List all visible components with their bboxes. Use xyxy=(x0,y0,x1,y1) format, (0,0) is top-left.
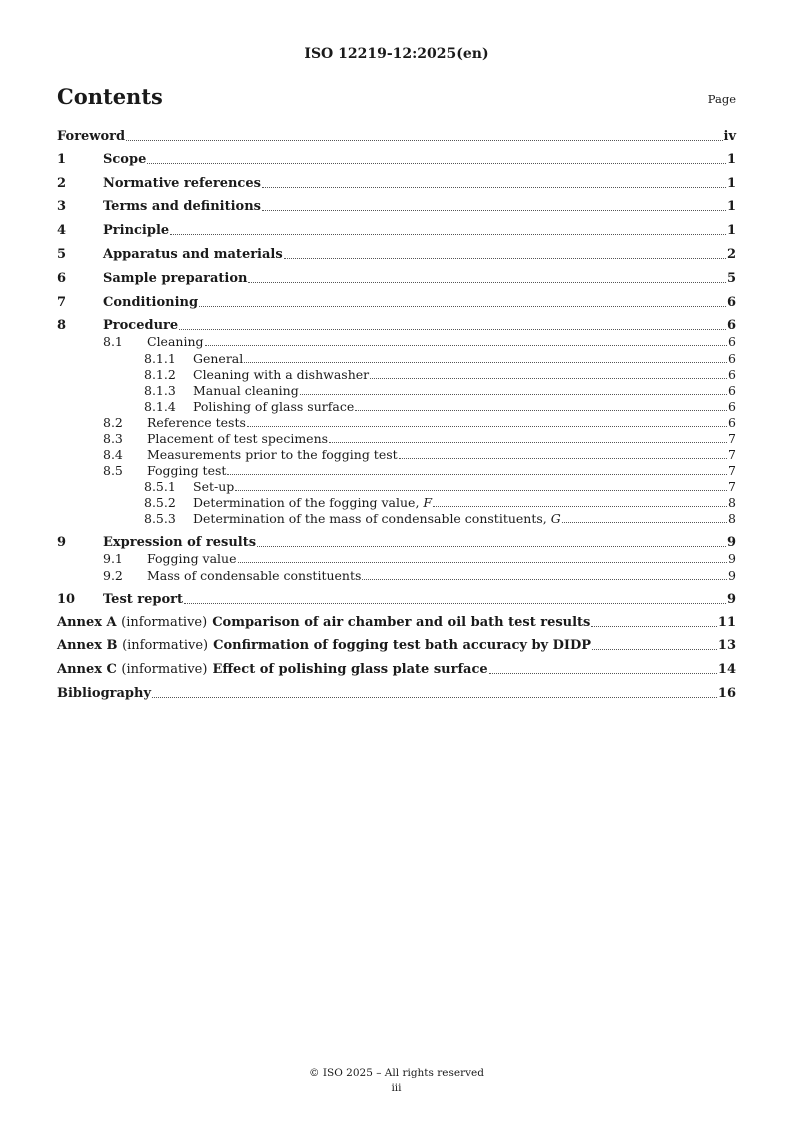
toc-entry-title xyxy=(193,384,299,398)
dot-leader xyxy=(184,602,726,604)
toc-entry[interactable] xyxy=(57,224,736,238)
toc-entry[interactable] xyxy=(57,153,736,167)
toc-entry-title-text: Principle xyxy=(103,223,170,238)
dot-leader xyxy=(152,696,717,698)
toc-entry-number xyxy=(57,639,208,653)
toc-entry-page: 8 xyxy=(728,511,736,526)
toc-entry-title xyxy=(103,177,261,191)
toc-entry-title-text: Fogging test xyxy=(147,463,227,478)
toc-entry[interactable] xyxy=(57,448,736,462)
toc-entry-title xyxy=(147,569,361,583)
toc-entry[interactable] xyxy=(57,384,736,398)
toc-entry-title xyxy=(147,464,226,478)
toc-entry-number: 8.1.4 xyxy=(144,399,176,414)
toc-entry-number: 3 xyxy=(57,199,67,214)
page-number: iii xyxy=(391,1082,402,1094)
toc-annex-entry[interactable] xyxy=(57,663,736,677)
toc-entry-title xyxy=(147,335,204,349)
toc-entry-title-text: Test report xyxy=(103,592,184,607)
toc-entry-title xyxy=(103,153,146,167)
toc-entry-number: 8.3 xyxy=(103,431,123,446)
toc-entry-title xyxy=(103,536,256,550)
dot-leader xyxy=(244,361,727,363)
toc-entry-page: 7 xyxy=(728,431,736,446)
toc-entry[interactable] xyxy=(57,569,736,583)
annex-label: Annex C xyxy=(57,662,117,677)
toc-entry[interactable] xyxy=(57,400,736,414)
toc-entry-page: 2 xyxy=(726,247,736,262)
toc-annex-entry[interactable] xyxy=(57,639,736,653)
toc-entry[interactable] xyxy=(57,248,736,262)
toc-entry-title xyxy=(147,552,237,566)
toc-entry-title-text: Conditioning xyxy=(103,295,199,310)
toc-entry-title-text: Mass of condensable constituents xyxy=(147,568,362,583)
toc-entry[interactable] xyxy=(57,593,736,607)
dot-leader xyxy=(329,441,727,443)
toc-entry[interactable] xyxy=(57,335,736,349)
toc-entry-page: 1 xyxy=(726,152,736,167)
toc-entry-title xyxy=(147,416,246,430)
dot-leader xyxy=(126,139,722,141)
toc-annex-entry[interactable] xyxy=(57,616,736,630)
dot-leader xyxy=(235,489,727,491)
toc-entry-number: 8.1 xyxy=(103,334,123,349)
toc-entry-title-text: Expression of results xyxy=(103,535,257,550)
toc-entry-title-text: Cleaning with a dishwasher xyxy=(193,367,370,382)
toc-entry[interactable] xyxy=(57,432,736,446)
dot-leader xyxy=(147,162,726,164)
dot-leader xyxy=(362,578,727,580)
toc-entry-page: 1 xyxy=(726,176,736,191)
toc-entry-page: 9 xyxy=(726,592,736,607)
annex-note: (informative) xyxy=(121,662,208,677)
toc-entry-title xyxy=(193,512,561,526)
toc-entry-title-text: Fogging value xyxy=(147,551,237,566)
toc-entry-page: 6 xyxy=(728,334,736,349)
toc-entry-title xyxy=(193,480,234,494)
dot-leader xyxy=(489,672,717,674)
toc-entry-title xyxy=(193,368,369,382)
toc-entry-page: 1 xyxy=(726,223,736,238)
toc-entry[interactable] xyxy=(57,296,736,310)
toc-entry-title-text: General xyxy=(193,351,244,366)
toc-entry-page: 6 xyxy=(728,399,736,414)
toc-entry-title xyxy=(103,224,169,238)
toc-entry-symbol: F xyxy=(423,495,433,510)
toc-entry-title xyxy=(103,296,198,310)
dot-leader xyxy=(248,281,725,283)
toc-entry-title xyxy=(103,200,261,214)
toc-entry-page: 6 xyxy=(728,351,736,366)
toc-entry[interactable] xyxy=(57,536,736,550)
dot-leader xyxy=(355,409,727,411)
toc-entry-page: 14 xyxy=(717,662,736,677)
annex-label: Annex B xyxy=(57,638,118,653)
toc-entry-title xyxy=(103,248,283,262)
toc-entry-number: 4 xyxy=(57,223,67,238)
toc-entry-page: 9 xyxy=(728,551,736,566)
toc-entry-page: 6 xyxy=(728,383,736,398)
toc-entry-title-text: Measurements prior to the fogging test xyxy=(147,447,398,462)
toc-entry-title xyxy=(193,352,243,366)
dot-leader xyxy=(227,473,727,475)
toc-entry[interactable] xyxy=(57,687,736,701)
toc-entry-title xyxy=(147,432,328,446)
toc-entry[interactable] xyxy=(57,368,736,382)
dot-leader xyxy=(257,545,726,547)
toc-entry-number: 8 xyxy=(57,318,67,333)
toc-entry-title-text: Reference tests xyxy=(147,415,246,430)
toc-entry-number: 8.2 xyxy=(103,415,123,430)
dot-leader xyxy=(592,648,717,650)
dot-leader xyxy=(399,457,727,459)
toc-entry-title xyxy=(147,448,398,462)
toc-entry-title-text: Placement of test specimens xyxy=(147,431,329,446)
dot-leader xyxy=(433,505,727,507)
toc-entry-page: 6 xyxy=(728,415,736,430)
toc-entry-page: 16 xyxy=(717,686,736,701)
page-column-label: Page xyxy=(707,92,736,106)
toc-entry-number: 7 xyxy=(57,295,67,310)
toc-entry-page: 8 xyxy=(728,495,736,510)
dot-leader xyxy=(562,521,727,523)
toc-entry-number: 8.1.3 xyxy=(144,383,176,398)
toc-entry-number: 10 xyxy=(57,592,76,607)
toc-entry-title xyxy=(103,593,183,607)
dot-leader xyxy=(238,561,728,563)
toc-entry-number: 8.1.1 xyxy=(144,351,176,366)
toc-entry-title-text: Apparatus and materials xyxy=(103,247,283,262)
dot-leader xyxy=(247,425,727,427)
dot-leader xyxy=(170,233,726,235)
toc-entry-page: 7 xyxy=(728,479,736,494)
toc-entry-title xyxy=(212,663,487,677)
dot-leader xyxy=(370,377,727,379)
toc-entry[interactable] xyxy=(57,272,736,286)
dot-leader xyxy=(262,209,726,211)
toc-entry[interactable] xyxy=(57,496,736,510)
toc-entry-title-text: Sample preparation xyxy=(103,271,248,286)
toc-entry-title xyxy=(57,130,125,144)
toc-entry-title xyxy=(213,639,591,653)
dot-leader xyxy=(179,328,726,330)
toc-entry-title-text: Set-up xyxy=(193,479,235,494)
toc-entry-page: 6 xyxy=(728,367,736,382)
toc-entry-number: 8.5.1 xyxy=(144,479,176,494)
toc-entry-number xyxy=(57,616,207,630)
document-id: ISO 12219-12:2025(en) xyxy=(304,46,489,62)
toc-entry-page: 13 xyxy=(717,638,736,653)
toc-entry-number: 1 xyxy=(57,152,67,167)
toc-entry-number: 9.1 xyxy=(103,551,123,566)
toc-entry[interactable] xyxy=(57,480,736,494)
toc-entry[interactable] xyxy=(57,130,736,144)
toc-entry-number: 8.5 xyxy=(103,463,123,478)
toc-entry-title xyxy=(57,687,151,701)
toc-entry-number: 8.4 xyxy=(103,447,123,462)
toc-entry[interactable] xyxy=(57,464,736,478)
toc-entry[interactable] xyxy=(57,512,736,526)
toc-entry-title xyxy=(212,616,590,630)
toc-entry-title-text: Procedure xyxy=(103,318,179,333)
toc-entry-number: 2 xyxy=(57,176,67,191)
toc-entry-title-text: Determination of the fogging value, xyxy=(193,495,424,510)
toc-entry[interactable] xyxy=(57,416,736,430)
toc-entry-page: 7 xyxy=(728,463,736,478)
annex-label: Annex A xyxy=(57,615,117,630)
dot-leader xyxy=(300,393,727,395)
toc-entry-title xyxy=(103,319,178,333)
toc-entry-number: 5 xyxy=(57,247,67,262)
contents-title: Contents xyxy=(57,84,163,109)
toc-entry-symbol: G xyxy=(550,511,561,526)
annex-note: (informative) xyxy=(121,615,208,630)
toc-entry-title-text: Normative references xyxy=(103,176,261,191)
toc-entry-page: 6 xyxy=(726,318,736,333)
toc-entry-title-text: Scope xyxy=(103,152,147,167)
dot-leader xyxy=(199,305,726,307)
toc-entry-title xyxy=(103,272,247,286)
toc-entry-page: 9 xyxy=(726,535,736,550)
contents-header xyxy=(57,84,736,110)
toc-entry-page: iv xyxy=(723,129,736,144)
toc-entry-number: 9 xyxy=(57,535,67,550)
toc-entry[interactable] xyxy=(57,319,736,333)
dot-leader xyxy=(262,186,726,188)
toc-entry-title-text: Comparison of air chamber and oil bath test results xyxy=(212,615,591,630)
toc-entry-page: 5 xyxy=(726,271,736,286)
toc-entry[interactable] xyxy=(57,177,736,191)
toc-entry[interactable] xyxy=(57,352,736,366)
toc-entry-title-text: Determination of the mass of condensable constituents, xyxy=(193,511,551,526)
toc-entry[interactable] xyxy=(57,200,736,214)
toc-entry-number: 9.2 xyxy=(103,568,123,583)
annex-note: (informative) xyxy=(122,638,209,653)
toc-entry-title-text: Foreword xyxy=(57,129,126,144)
copyright-notice: © ISO 2025 – All rights reserved xyxy=(309,1067,484,1079)
toc-entry-number: 8.5.3 xyxy=(144,511,176,526)
toc-entry-title-text: Polishing of glass surface xyxy=(193,399,355,414)
toc-entry-title xyxy=(193,400,354,414)
toc-entry[interactable] xyxy=(57,552,736,566)
toc-entry-title-text: Manual cleaning xyxy=(193,383,299,398)
dot-leader xyxy=(591,625,717,627)
toc-entry-title-text: Cleaning xyxy=(147,334,204,349)
toc-entry-number: 8.5.2 xyxy=(144,495,176,510)
page-footer xyxy=(0,1066,793,1096)
toc-entry-number: 8.1.2 xyxy=(144,367,176,382)
toc-entry-page: 7 xyxy=(728,447,736,462)
toc-entry-title xyxy=(193,496,432,510)
toc-entry-title-text: Confirmation of fogging test bath accuracy by DIDP xyxy=(213,638,592,653)
toc-entry-number: 6 xyxy=(57,271,67,286)
toc-entry-number xyxy=(57,663,207,677)
toc-entry-title-text: Effect of polishing glass plate surface xyxy=(212,662,488,677)
toc-entry-page: 1 xyxy=(726,199,736,214)
toc-entry-page: 6 xyxy=(726,295,736,310)
toc-entry-title-text: Terms and definitions xyxy=(103,199,261,214)
toc-entry-page: 11 xyxy=(717,615,736,630)
dot-leader xyxy=(284,257,726,259)
dot-leader xyxy=(205,344,728,346)
toc-entry-title-text: Bibliography xyxy=(57,686,152,701)
toc-entry-page: 9 xyxy=(728,568,736,583)
